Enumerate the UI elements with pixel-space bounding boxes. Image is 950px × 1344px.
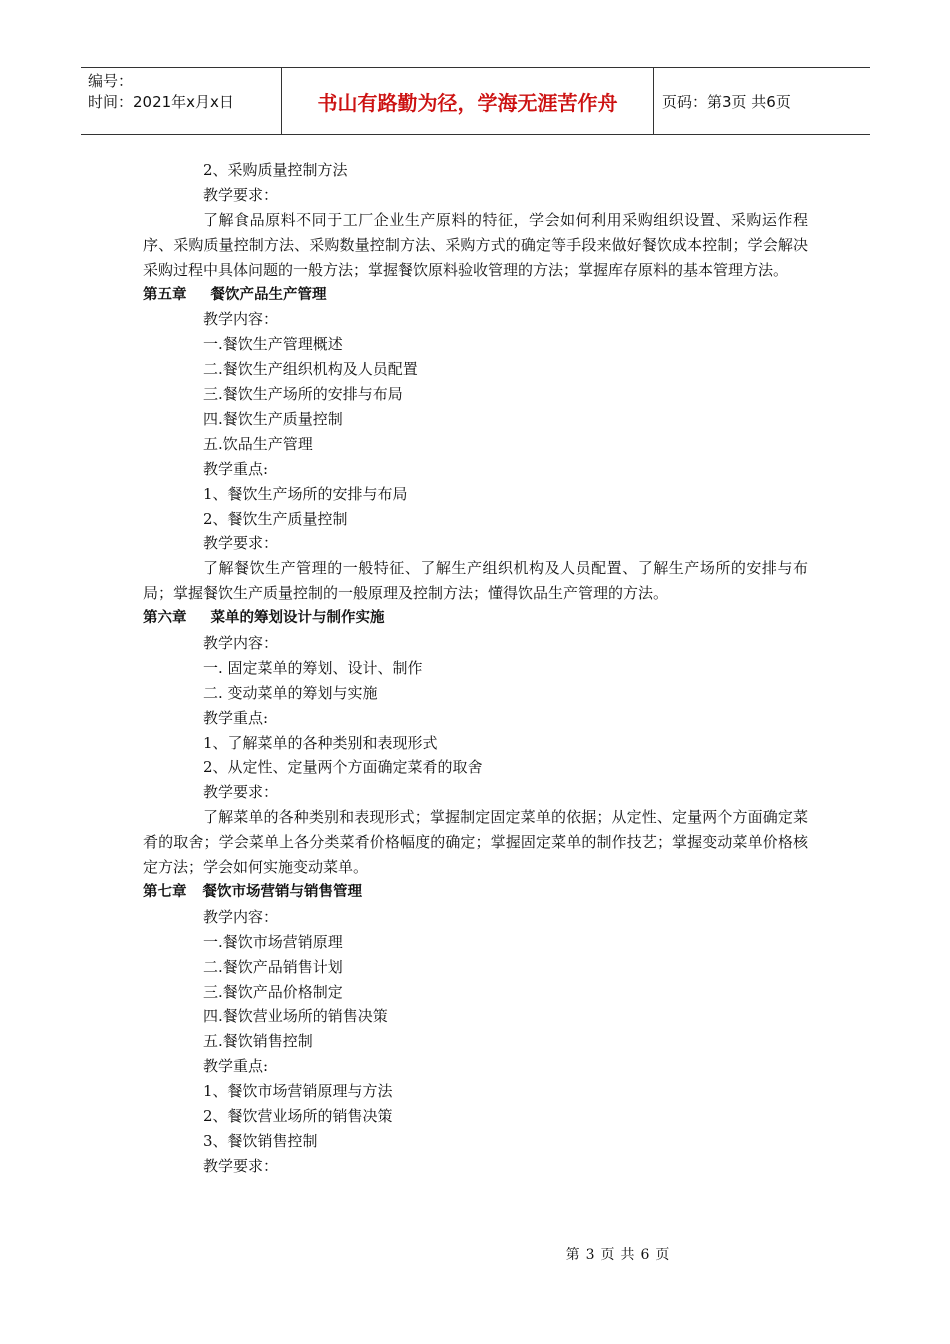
list-item: 二.餐饮生产组织机构及人员配置: [203, 360, 418, 379]
header-page-info: 页码：第3页 共6页: [662, 92, 791, 111]
chapter-heading-5: [143, 283, 808, 308]
paragraph: 了解菜单的各种类别和表现形式；掌握制定固定菜单的依据；从定性、定量两个方面确定菜肴的取舍；学会菜单上各分类菜肴价格幅度的确定；掌握固定菜单的制作技艺；掌握变动菜单价格核定方法；学会如何实施变动菜单。: [143, 808, 808, 877]
list-item: 四.餐饮生产质量控制: [203, 409, 343, 428]
chapter-title: 菜单的筹划设计与制作实施: [210, 610, 385, 627]
header-motto: 书山有路勤为径，学海无涯苦作舟: [317, 90, 618, 115]
list-item: 一.餐饮市场营销原理: [203, 932, 343, 951]
list-item: 二. 变动菜单的筹划与实施: [203, 683, 378, 702]
paragraph: 了解餐饮生产管理的一般特征、了解生产组织机构及人员配置、了解生产场所的安排与布局；掌握餐饮生产质量控制的一般原理及控制方法；懂得饮品生产管理的方法。: [143, 559, 808, 603]
header-motto-cell: [282, 68, 654, 134]
chapter-title: 餐饮产品生产管理: [210, 286, 327, 303]
text-line: 教学内容：: [203, 634, 279, 652]
chapter-number: 第六章: [143, 610, 187, 627]
list-item: 1、餐饮市场营销原理与方法: [203, 1082, 393, 1101]
chapter-number: 第五章: [143, 286, 187, 303]
text-line: 教学内容：: [203, 310, 279, 329]
list-item: 三.餐饮生产场所的安排与布局: [203, 385, 403, 404]
document-number-label: 编号：: [88, 72, 134, 90]
footer-word: 共: [620, 1247, 635, 1263]
list-item: 五.饮品生产管理: [203, 434, 313, 453]
list-item: 一.餐饮生产管理概述: [203, 335, 343, 354]
text-line: 教学内容：: [203, 907, 279, 926]
chapter-heading-7: [143, 880, 808, 905]
list-item: 二.餐饮产品销售计划: [203, 957, 343, 976]
text-line: 教学重点:: [203, 459, 269, 478]
text-line: 教学要求：: [203, 1156, 279, 1175]
text-line: 教学要求：: [203, 534, 279, 553]
page-header: [81, 67, 870, 135]
page-footer: [0, 1244, 950, 1264]
text-line: 2、采购质量控制方法: [203, 161, 348, 179]
chapter-number: 第七章: [143, 883, 187, 900]
paragraph: 了解食品原料不同于工厂企业生产原料的特征，学会如何利用采购组织设置、采购运作程序、采购质量控制方法、采购数量控制方法、采购方式的确定等手段来做好餐饮成本控制；学会解决采购过程中具体问题的一般方法；掌握餐饮原料验收管理的方法；掌握库存原料的基本管理方法。: [143, 210, 808, 279]
list-item: 2、餐饮生产质量控制: [203, 509, 348, 528]
chapter-heading-6: [143, 606, 808, 631]
list-item: 1、餐饮生产场所的安排与布局: [203, 484, 408, 503]
list-item: 五.餐饮销售控制: [203, 1032, 313, 1051]
header-meta: [81, 68, 282, 134]
text-line: 教学要求：: [203, 185, 279, 204]
chapter-title: 餐饮市场营销与销售管理: [202, 883, 362, 900]
text-line: 教学重点:: [203, 708, 269, 727]
list-item: 2、从定性、定量两个方面确定菜肴的取舍: [203, 758, 483, 777]
list-item: 一. 固定菜单的筹划、设计、制作: [203, 658, 423, 677]
list-item: 2、餐饮营业场所的销售决策: [203, 1106, 393, 1125]
document-body: [143, 158, 808, 1179]
footer-total-pages: 6: [640, 1247, 650, 1263]
footer-current-page: 3: [585, 1247, 595, 1263]
footer-word: 页: [655, 1247, 670, 1263]
list-item: 三.餐饮产品价格制定: [203, 982, 343, 1001]
list-item: 3、餐饮销售控制: [203, 1131, 318, 1150]
list-item: 四.餐饮营业场所的销售决策: [203, 1007, 388, 1026]
list-item: 1、了解菜单的各种类别和表现形式: [203, 733, 438, 752]
text-line: 教学要求：: [203, 783, 279, 802]
footer-word: 第: [565, 1247, 580, 1263]
text-line: 教学重点:: [203, 1057, 269, 1076]
footer-word: 页: [600, 1247, 615, 1263]
document-time-label: 时间：2021年x月x日: [88, 93, 234, 111]
